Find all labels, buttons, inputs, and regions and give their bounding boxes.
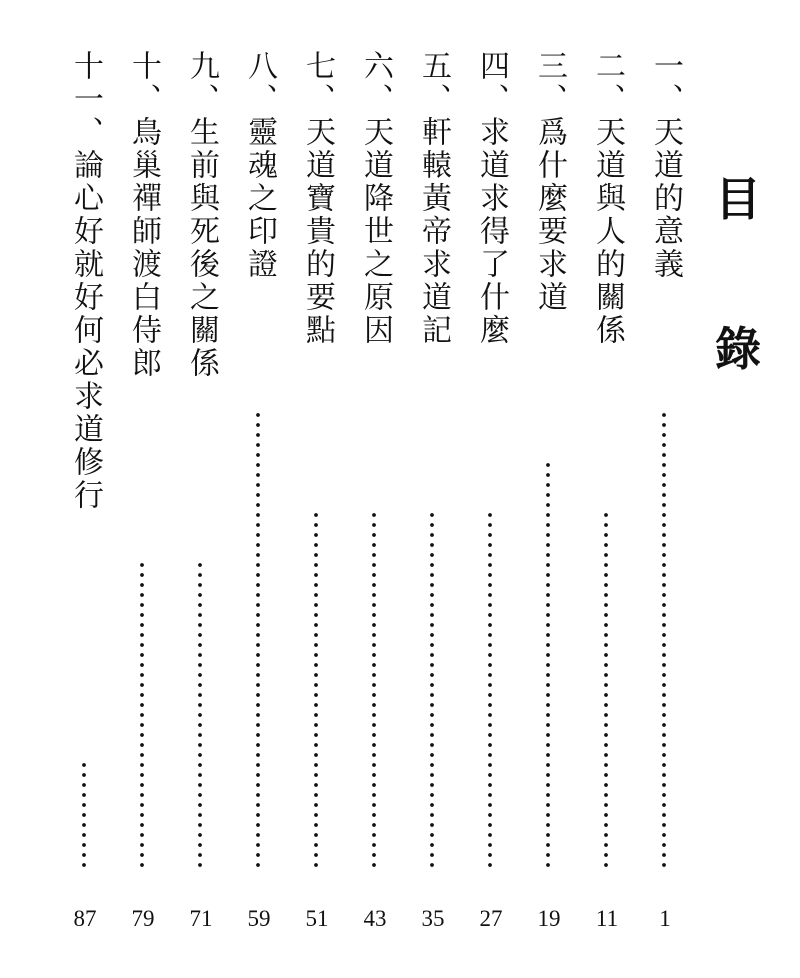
- toc-entry-title: 八、靈魂之印證: [242, 50, 277, 281]
- toc-entry[interactable]: [524, 50, 574, 940]
- dot-leader: [371, 510, 377, 868]
- page-title-char-1: 目: [715, 172, 761, 226]
- toc-entry[interactable]: [350, 50, 400, 940]
- page-title: [712, 172, 764, 476]
- dot-leader: [545, 460, 551, 868]
- toc-entry-title: 一、天道的意義: [648, 50, 683, 281]
- toc-entry[interactable]: [234, 50, 284, 940]
- toc-entry[interactable]: [176, 50, 226, 940]
- toc-entry-title: 三、爲什麼要求道: [532, 50, 567, 314]
- toc-entry-title: 九、生前與死後之關係: [184, 50, 219, 380]
- toc-entry-title: 六、天道降世之原因: [358, 50, 393, 347]
- toc-entry-title: 十、鳥巢禪師渡白侍郎: [126, 50, 161, 380]
- toc-entry-page-number: 51: [305, 906, 329, 931]
- toc-entry-page-number: 27: [479, 906, 503, 931]
- toc-entry-page-number: 19: [537, 906, 561, 931]
- toc-entry-page-number: 1: [659, 906, 671, 931]
- toc-entry-title: 十一、論心好就好何必求道修行: [68, 50, 103, 512]
- toc-entry-title: 七、天道寶貴的要點: [300, 50, 335, 347]
- toc-entry[interactable]: [118, 50, 168, 940]
- toc-entry-page-number: 79: [131, 906, 155, 931]
- toc-entry[interactable]: [640, 50, 690, 940]
- toc-entry-page-number: 43: [363, 906, 387, 931]
- dot-leader: [661, 410, 667, 868]
- dot-leader: [255, 410, 261, 868]
- dot-leader: [139, 560, 145, 868]
- page-title-char-2: 錄: [715, 322, 761, 376]
- dot-leader: [197, 560, 203, 868]
- toc-entry-page-number: 71: [189, 906, 213, 931]
- toc-entry-page-number: 11: [595, 906, 619, 931]
- toc-entry-page-number: 59: [247, 906, 271, 931]
- toc-entry-page-number: 87: [73, 906, 97, 931]
- toc-entry[interactable]: [582, 50, 632, 940]
- toc-entry[interactable]: [60, 50, 110, 940]
- toc-entry[interactable]: [466, 50, 516, 940]
- dot-leader: [487, 510, 493, 868]
- toc-entry-title: 五、軒轅黃帝求道記: [416, 50, 451, 347]
- dot-leader: [429, 510, 435, 868]
- toc-entry-title: 四、求道求得了什麼: [474, 50, 509, 347]
- dot-leader: [603, 510, 609, 868]
- toc-entry-page-number: 35: [421, 906, 445, 931]
- dot-leader: [81, 760, 87, 868]
- toc-entry[interactable]: [408, 50, 458, 940]
- toc-entry[interactable]: [292, 50, 342, 940]
- toc-entry-title: 二、天道與人的關係: [590, 50, 625, 347]
- dot-leader: [313, 510, 319, 868]
